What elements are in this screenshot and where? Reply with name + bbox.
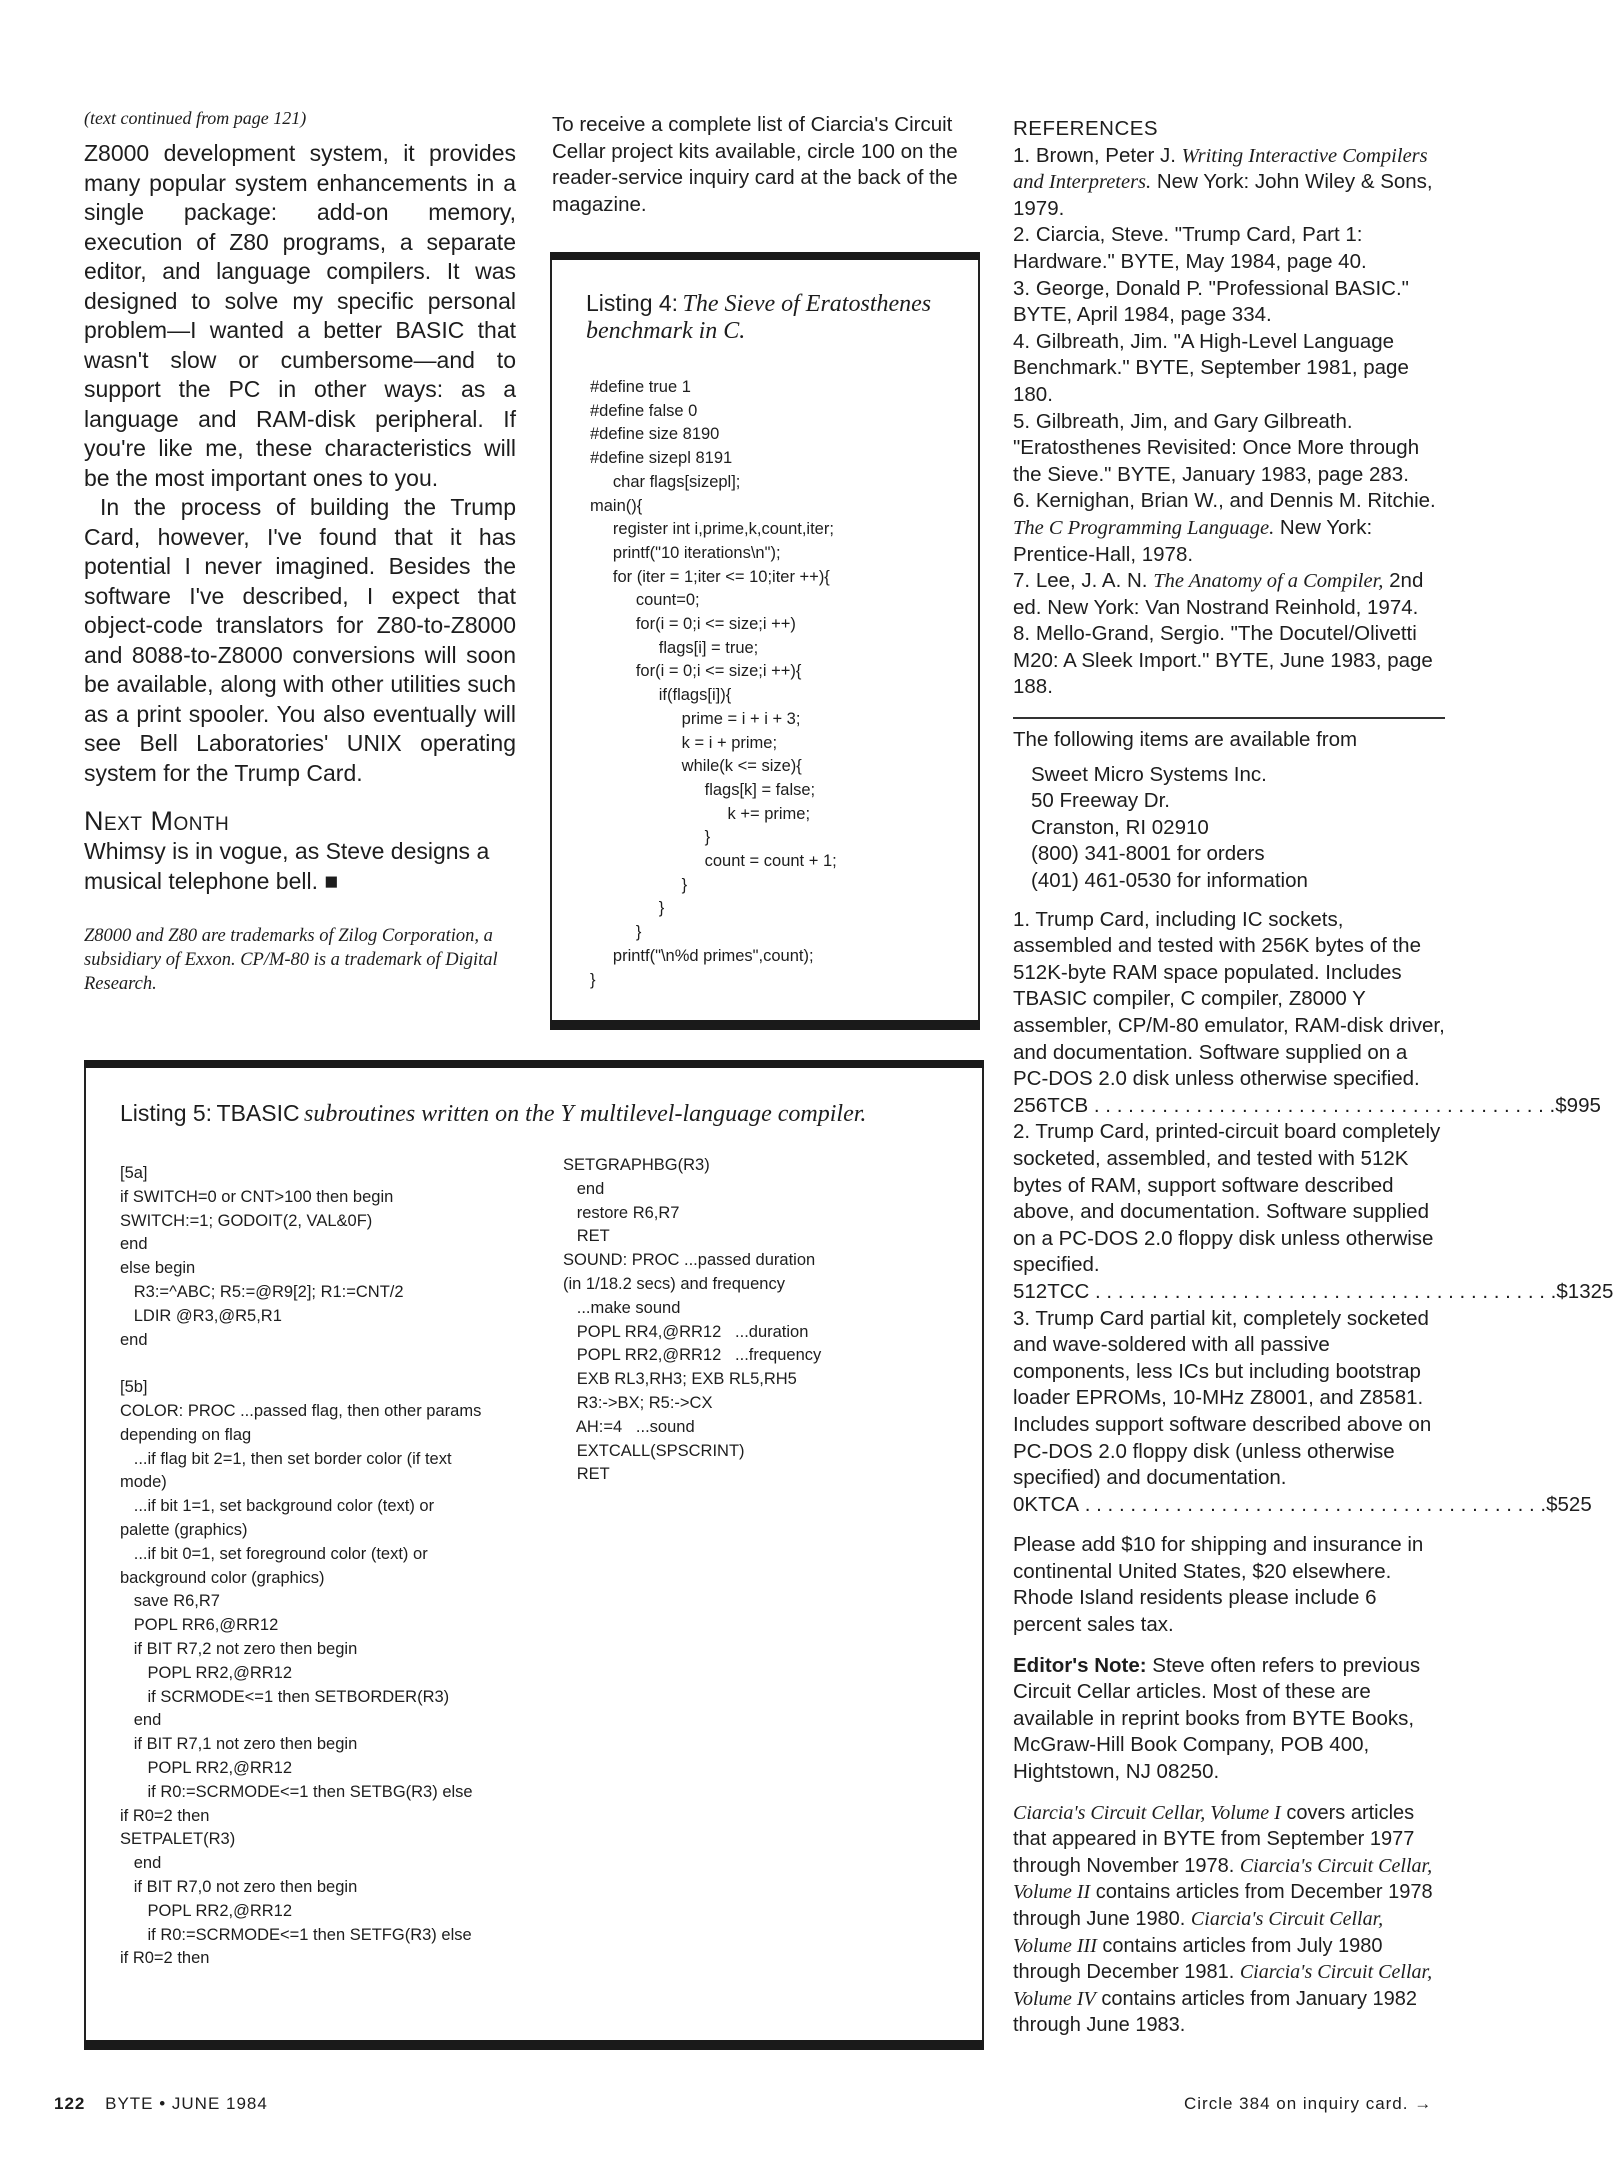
listing5-label: Listing 5: [120, 1100, 213, 1126]
volume-title: Ciarcia's Circuit Cellar, Volume IV [1013, 1961, 1433, 2010]
reference-text: Brown, Peter J. [1035, 143, 1176, 167]
reference-item [1013, 568, 1445, 621]
reference-title: The C Programming Language. [1013, 516, 1275, 539]
reference-title: Writing Interactive Compilers and Interpreters. [1013, 144, 1428, 194]
listing5-box [84, 1068, 984, 2048]
reference-text: Gilbreath, Jim. "A High-Level Language Benchmark." BYTE, September 1981, page 180. [1013, 329, 1409, 406]
reference-text: Kernighan, Brian W., and Dennis M. Ritchie. [1035, 489, 1436, 513]
address-line: Cranston, RI 02910 [1031, 815, 1209, 839]
arrow-right-icon: → [1414, 2094, 1433, 2113]
listing4-label: Listing 4: [586, 290, 679, 316]
listing5-title-italic: subroutines written on the Y multilevel-language compiler. [304, 1101, 867, 1127]
references-heading: REFERENCES [1013, 117, 1159, 140]
volume-title: Ciarcia's Circuit Cellar, Volume I [1013, 1801, 1281, 1824]
product-price: $1325 [1556, 1279, 1613, 1303]
product-item-2: 2. Trump Card, printed-circuit board completely socketed, assembled, and tested with 512K bytes of RAM, support software described above, and documentation. Software supplied on a PC-DOS 2.0 floppy disk unless otherwise specified. [1013, 1120, 1441, 1277]
price-line-1 [1013, 1093, 1601, 1120]
reference-publisher: 2nd ed. New York: Van Nostrand Reinhold, 1974. [1013, 569, 1424, 619]
volume-text: contains articles from December 1978 through June 1980. [1013, 1881, 1433, 1930]
leader-dots: . . . . . . . . . . . . . . . . . . . . . . . . . . . . . . . . . . . . . . . . . [1088, 1093, 1556, 1117]
kit-list-note: To receive a complete list of Ciarcia's Circuit Cellar project kits available, circle 100 on the reader-service inquiry card at the back of the magazine. [552, 113, 958, 216]
reference-item [1013, 222, 1445, 275]
price-line-3 [1013, 1492, 1592, 1519]
listing5-bottom-rule [84, 2040, 984, 2050]
reference-item [1013, 329, 1445, 409]
reference-item [1013, 409, 1445, 489]
reference-item [1013, 621, 1445, 701]
editor-note-label: Editor's Note: [1013, 1653, 1147, 1677]
listing4-title-text: The Sieve of Eratosthenes benchmark in C. [586, 291, 932, 344]
reference-number: 6. [1013, 489, 1031, 513]
availability-intro: The following items are available from [1013, 728, 1358, 752]
address-line: 50 Freeway Dr. [1031, 789, 1170, 813]
reference-publisher: New York: John Wiley & Sons, 1979. [1013, 170, 1433, 220]
product-code: 256TCB [1013, 1093, 1089, 1117]
listing4-code: #define true 1 #define false 0 #define size 8190 #define sizepl 8191 char flags[sizepl]; main(){ register int i,prime,k,count,iter; printf("10 iterations\n"); for (iter = 1;iter <= 10;iter ++){ count=0; for(i = 0;i <= size;i ++) flags[i] = true; for(i = 0;i <= size;i ++){ if(flags[i]){ prime = i + i + 3; k = i + prime; while(k <= size){ flags[k] = false; k += prime; } count = count + 1; } } } printf("\n%d primes",count); } [590, 378, 837, 989]
middle-column [552, 112, 984, 218]
left-column [84, 108, 516, 996]
listing4-title [586, 290, 956, 345]
editor-note-text: Steve often refers to previous Circuit Cellar articles. Most of these are available in reprint books from BYTE Books, McGraw-Hill Book Company, POB 400, Hightstown, NJ 08250. [1013, 1653, 1421, 1784]
continued-note: (text continued from page 121) [84, 108, 307, 128]
reference-number: 5. [1013, 409, 1031, 433]
body-paragraph-1: Z8000 development system, it provides many popular system enhancements in a single package: add-on memory, execution of Z80 programs, a separate editor, and language compilers. It was designed to solve my specific personal problem—I wanted a better BASIC that wasn't slow or cumbersome—and to support the PC in other ways: as a language and RAM-disk peripheral. If you're like me, these characteristics will be the most important ones to you. [84, 140, 516, 491]
volume-text: contains articles from July 1980 through December 1981. [1013, 1934, 1383, 1984]
reference-number: 1. [1013, 143, 1031, 167]
listing4-bottom-rule [550, 1020, 980, 1030]
address-line: (800) 341-8001 for orders [1031, 842, 1265, 866]
leader-dots: . . . . . . . . . . . . . . . . . . . . . . . . . . . . . . . . . . . . . . . . . [1079, 1492, 1547, 1516]
address-block [1031, 762, 1445, 895]
page-number: 122 [54, 2094, 86, 2113]
product-code: 0KTCA [1013, 1492, 1080, 1516]
footer-left [54, 2094, 268, 2114]
editor-note [1013, 1653, 1445, 1786]
footer-right [1184, 2094, 1432, 2114]
reference-item [1013, 488, 1445, 568]
reference-number: 3. [1013, 276, 1031, 300]
volume-text: contains articles from January 1982 through June 1983. [1013, 1987, 1418, 2037]
leader-dots: . . . . . . . . . . . . . . . . . . . . . . . . . . . . . . . . . . . . . . . . . [1089, 1279, 1557, 1303]
right-column [1013, 116, 1613, 2039]
reference-publisher: New York: Prentice-Hall, 1978. [1013, 515, 1373, 566]
listing5-title-plain: TBASIC [216, 1100, 300, 1126]
body-paragraph-2: In the process of building the Trump Card, however, I've found that it has potential I never imagined. Besides the software I've described, I expect that object-code translators for Z80-to-Z8000 and 8088-to-Z8000 conversions will soon be available, along with other utilities such as a print spooler. You also eventually will see Bell Laboratories' UNIX operating system for the Trump Card. [84, 494, 516, 786]
volume-title: Ciarcia's Circuit Cellar, Volume III [1013, 1908, 1384, 1957]
next-month-heading: Next Month [84, 806, 230, 836]
next-month-text: Whimsy is in vogue, as Steve designs a musical telephone bell. ■ [84, 838, 490, 894]
listing4-box [550, 260, 980, 1028]
reference-text: Lee, J. A. N. [1035, 569, 1148, 593]
trademark-note: Z8000 and Z80 are trademarks of Zilog Corporation, a subsidiary of Exxon. CP/M-80 is a trademark of Digital Research. [84, 926, 498, 994]
product-price: $995 [1555, 1093, 1601, 1117]
product-item-3: 3. Trump Card partial kit, completely socketed and wave-soldered with all passive components, less ICs but including bootstrap loader EPROMs, 10-MHz Z8001, and Z8581. Includes support software described above on PC-DOS 2.0 floppy disk (unless otherwise specified) and documentation. [1013, 1306, 1432, 1490]
address-line: (401) 461-0530 for information [1031, 869, 1308, 893]
listing5-code-left: [5a] if SWITCH=0 or CNT>100 then begin SWITCH:=1; GODOIT(2, VAL&0F) end else begin R3:=^ABC; R5:=@R9[2]; R1:=CNT/2 LDIR @R3,@R5,R1 end [5b] COLOR: PROC ...passed flag, then other params depending on flag ...if flag bit 2=1, then set border color (if text mode) ...if bit 1=1, set background color (text) or palette (graphics) ...if bit 0=1, set foreground color (text) or background color (graphics) save R6,R7 POPL RR6,@RR12 if BIT R7,2 not zero then begin POPL RR2,@RR12 if SCRMODE<=1 then SETBORDER(R3) end if BIT R7,1 not zero then begin POPL RR2,@RR12 if R0:=SCRMODE<=1 then SETBG(R3) else if R0=2 then SETPALET(R3) end if BIT R7,0 not zero then begin POPL RR2,@RR12 if R0:=SCRMODE<=1 then SETFG(R3) else if R0=2 then [120, 1164, 482, 1968]
reference-number: 4. [1013, 329, 1031, 353]
price-line-2 [1013, 1279, 1613, 1306]
magazine-issue: BYTE • JUNE 1984 [105, 2094, 268, 2113]
reference-text: Mello-Grand, Sergio. "The Docutel/Olivetti M20: A Sleek Import." BYTE, June 1983, page 188. [1013, 622, 1433, 699]
reference-text: George, Donald P. "Professional BASIC." BYTE, April 1984, page 334. [1013, 276, 1409, 327]
section-divider [1013, 717, 1445, 719]
inquiry-note: Circle 384 on inquiry card. [1184, 2094, 1409, 2113]
reference-number: 2. [1013, 223, 1031, 247]
volumes-note [1013, 1800, 1445, 2039]
reference-number: 8. [1013, 622, 1031, 646]
listing5-code-right: SETGRAPHBG(R3) end restore R6,R7 RET SOUND: PROC ...passed duration (in 1/18.2 secs) and frequency ...make sound POPL RR4,@RR12 ...duration POPL RR2,@RR12 ...frequency EXB RL3,RH3; EXB RL5,RH5 R3:->BX; R5:->CX AH:=4 ...sound EXTCALL(SPSCRINT) RET [563, 1156, 822, 1484]
reference-number: 7. [1013, 569, 1031, 593]
volume-text: covers articles that appeared in BYTE from September 1977 through November 1978. [1013, 1801, 1415, 1877]
product-code: 512TCC [1013, 1279, 1090, 1303]
volume-title: Ciarcia's Circuit Cellar, Volume II [1013, 1854, 1433, 1904]
listing5-title [120, 1100, 960, 1128]
reference-item [1013, 276, 1445, 329]
reference-item [1013, 143, 1445, 223]
product-item-1: 1. Trump Card, including IC sockets, assembled and tested with 256K bytes of the 512K-byte RAM space populated. Includes TBASIC compiler, C compiler, Z8000 Y assembler, CP/M-80 emulator, RAM-disk driver, and documentation. Software supplied on a PC-DOS 2.0 disk unless otherwise specified. [1013, 907, 1445, 1091]
references-list [1013, 143, 1445, 701]
reference-text: Gilbreath, Jim, and Gary Gilbreath. "Eratosthenes Revisited: Once More through the Sieve." BYTE, January 1983, page 283. [1013, 409, 1420, 486]
address-line: Sweet Micro Systems Inc. [1031, 762, 1267, 786]
shipping-note: Please add $10 for shipping and insurance in continental United States, $20 elsewhere. Rhode Island residents please include 6 percent sales tax. [1013, 1533, 1424, 1637]
reference-title: The Anatomy of a Compiler, [1153, 570, 1384, 593]
product-price: $525 [1546, 1492, 1592, 1516]
reference-text: Ciarcia, Steve. "Trump Card, Part 1: Hardware." BYTE, May 1984, page 40. [1013, 223, 1367, 273]
